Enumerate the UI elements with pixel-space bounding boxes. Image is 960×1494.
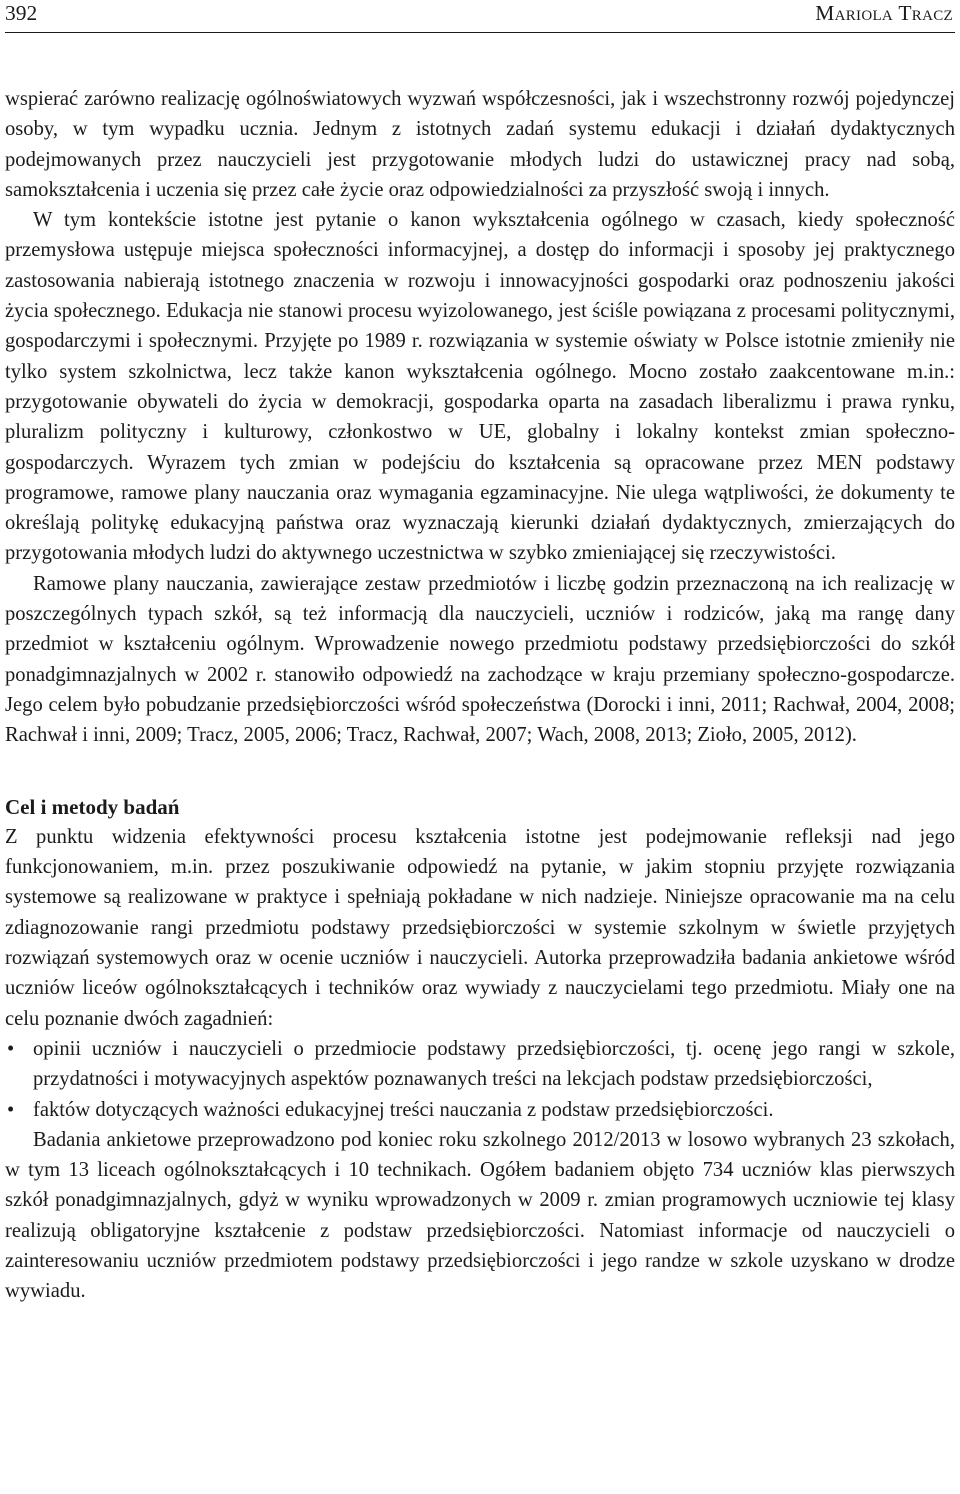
running-head-author: Mariola Tracz xyxy=(815,1,953,25)
bullet-marker: • xyxy=(7,1098,15,1121)
section-lead-paragraph: Z punktu widzenia efektywności procesu kształcenia istotne jest podejmowanie refleksji nad jego funkcjonowaniem, m.in. przez poszukiwanie odpowiedź na pytanie, w jakim stopniu przyjęte rozwiązania systemowe są realizowane w praktyce i spełniają pokładane w nich nadzieje. Niniejsze opracowanie ma na celu zdiagnozowanie rangi przedmiotu podstawy przedsiębiorczości w systemie szkolnym w świetle przyjętych rozwiązań systemowych oraz w ocenie uczniów i nauczycieli. Autorka przeprowadziła badania ankietowe wśród uczniów liceów ogólnokształcących i techników oraz wywiady z nauczycielami tego przedmiotu. Miały one na celu poznanie dwóch zagadnień: xyxy=(5,825,955,1030)
paragraph: Ramowe plany nauczania, zawierające zestaw przedmiotów i liczbę godzin przeznaczoną na ich realizację w poszczególnych typach szkół, są też informacją dla nauczycieli, uczniów i rodziców, jaką ma rangę dany przedmiot w kształceniu ogólnym. Wprowadzenie nowego przedmiotu podstawy przedsiębiorczości do szkół ponadgimnazjalnych w 2002 r. stanowiło odpowiedź na zachodzące w kraju przemiany społeczno-gospodarcze. Jego celem było pobudzanie przedsiębiorczości wśród społeczeństwa (Dorocki i inni, 2011; Rachwał, 2004, 2008; Rachwał i inni, 2009; Tracz, 2005, 2006; Tracz, Rachwał, 2007; Wach, 2008, 2013; Zioło, 2005, 2012). xyxy=(5,572,955,747)
list-item-text: opinii uczniów i nauczycieli o przedmiocie podstawy przedsiębiorczości, tj. ocenę jego rangi w szkole, przydatności i motywacyjnych aspektów poznawanych treści na lekcjach podstaw przedsiębiorczości, xyxy=(33,1037,955,1091)
paragraph: Badania ankietowe przeprowadzono pod koniec roku szkolnego 2012/2013 w losowo wybranych 23 szkołach, w tym 13 liceach ogólnokształcących i 10 technikach. Ogółem badaniem objęto 734 uczniów klas pierwszych szkół ponadgimnazjalnych, gdyż w wyniku wprowadzonych w 2009 r. zmian programowych uczniowie tej klasy realizują obligatoryjne kształcenie z podstaw przedsiębiorczości. Natomiast informacje od nauczycieli o zainteresowaniu uczniów przedmiotem podstawy przedsiębiorczości i jego randze w szkole uzyskano w drodze wywiadu. xyxy=(5,1128,955,1303)
paragraph: W tym kontekście istotne jest pytanie o kanon wykształcenia ogólnego w czasach, kiedy społeczność przemysłowa ustępuje miejsca społeczności informacyjnej, a dostęp do informacji i sposoby jej praktycznego zastosowania nabierają istotnego znaczenia w rozwoju i innowacyjności gospodarki oraz podnoszeniu jakości życia społecznego. Edukacja nie stanowi procesu wyizolowanego, jest ściśle powiązana z procesami politycznymi, gospodarczymi i społecznymi. Przyjęte po 1989 r. rozwiązania w systemie oświaty w Polsce istotnie zmieniły nie tylko system szkolnictwa, lecz także kanon wykształcenia ogólnego. Mocno zostało zaakcentowane m.in.: przygotowanie obywateli do życia w demokracji, gospodarka oparta na zasadach liberalizmu i prawa rynku, pluralizm polityczny i kulturowy, członkostwo w UE, globalny i lokalny kontekst zmian społeczno-gospodarczych. Wyrazem tych zmian w podejściu do kształcenia są opracowane przez MEN podstawy programowe, ramowe plany nauczania oraz wymagania egzaminacyjne. Nie ulega wątpliwości, że dokumenty te określają politykę edukacyjną państwa oraz wyznaczają kierunki działań dydaktycznych, zmierzających do przygotowania młodych ludzi do aktywnego uczestnictwa w szybko zmieniającej się rzeczywistości. xyxy=(5,209,955,565)
paragraph-continuation: wspierać zarówno realizację ogólnoświatowych wyzwań współczesności, jak i wszechstronny rozwój pojedynczej osoby, w tym wypadku ucznia. Jednym z istotnych zadań systemu edukacji i działań dydaktycznych podejmowanych przez nauczycieli jest przygotowanie młodych ludzi do ustawicznej pracy nad sobą, samokształcenia i uczenia się przez całe życie oraz odpowiedzialności za przyszłość swoją i innych. xyxy=(5,88,955,201)
bullet-marker: • xyxy=(7,1037,15,1060)
bullet-list xyxy=(5,1034,955,1125)
section-heading: Cel i metody badań xyxy=(5,794,180,819)
list-item xyxy=(5,1034,955,1095)
page-number: 392 xyxy=(5,1,38,25)
document-body xyxy=(5,84,955,1307)
list-item-text: faktów dotyczących ważności edukacyjnej treści nauczania z podstaw przedsiębiorczości. xyxy=(33,1098,774,1121)
list-item xyxy=(5,1095,955,1125)
page-header xyxy=(5,0,955,33)
